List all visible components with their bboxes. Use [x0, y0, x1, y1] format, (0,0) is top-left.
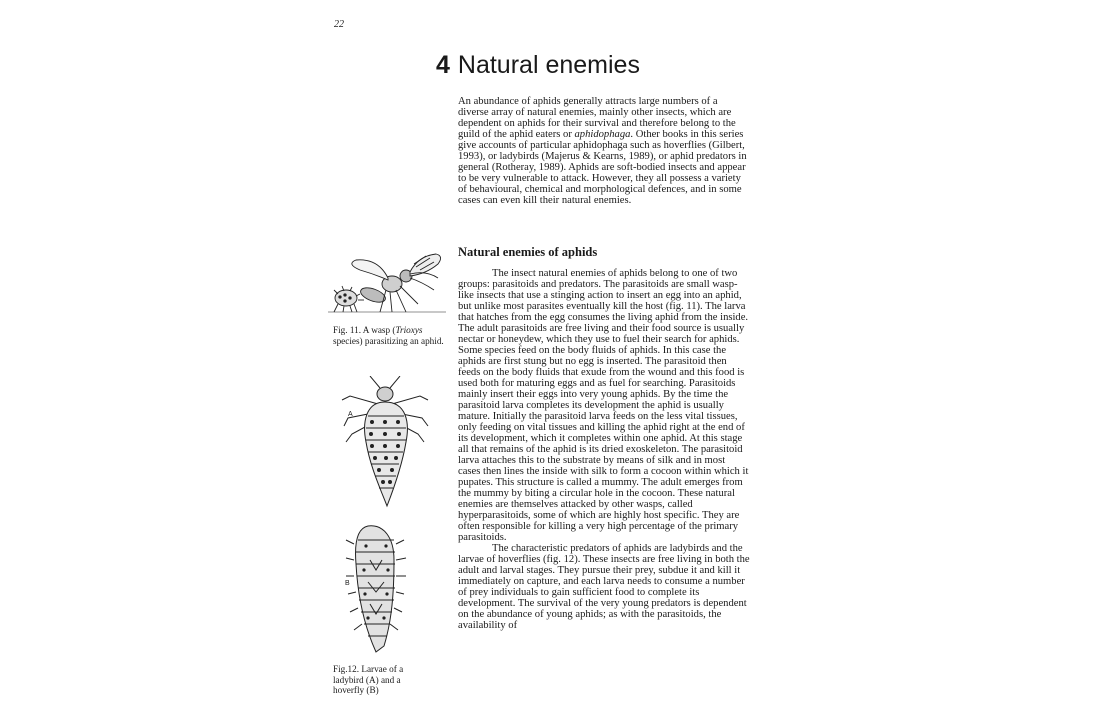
fig11-caption-start: Fig. 11. A wasp ( — [333, 325, 396, 335]
section-body — [458, 268, 750, 631]
fig11-caption-end: species) parasitizing an aphid. — [333, 335, 444, 346]
body-paragraph-1: The insect natural enemies of aphids belong to one of two groups: parasitoids and predators. The parasitoids are small wasp-like insects that use a stinging action to insert an egg into an aphid, but unlike most parasites eventually kill the host (fig. 11). The larva that hatches from the egg consumes the living aphid from the inside. The adult parasitoids are free living and their food source is usually nectar or honeydew, which they use to fuel their search for aphids. Some species feed on the body fluids of aphids. In this case the aphids are first stung but no egg is inserted. The parasitoid then feeds on the body fluids that exude from the wound and this food is used both for maturing eggs and as fuel for searching. Parasitoids mainly insert their eggs into very young aphids. By the time the parasitoid larva completes its development the aphid is usually mature. Initially the parasitoid larva feeds on the less vital tissues, only feeding on vital tissues and killing the aphid right at the end of its development, which it completes within one aphid. At this stage all that remains of the aphid is its dried exoskeleton. The parasitoid larva attaches this to the substrate by means of silk and in most cases then lines the inside with silk to form a cocoon within which it pupates. This structure is called a mummy. The adult emerges from the mummy by biting a circular hole in the cocoon. These natural enemies are themselves attacked by other wasps, called hyperparasitoids, some of which are highly host specific. They are often responsible for killing a very high percentage of the primary parasitoids. — [458, 268, 749, 543]
figure-12-caption: Fig.12. Larvae of a ladybird (A) and a hoverfly (B) — [333, 664, 404, 695]
page-number: 22 — [334, 19, 344, 30]
section-heading: Natural enemies of aphids — [458, 245, 598, 259]
intro-italic-term: aphidophaga — [574, 129, 631, 140]
figure-label-b: B — [345, 580, 350, 587]
chapter-title: Natural enemies — [457, 51, 640, 79]
hoverfly-larva-illustration — [340, 520, 412, 656]
intro-text-end: . Other books in this series give accounts of particular aphidophaga such as hoverflies (Gilbert, 1993), or ladybirds (Majerus & Kearns, 1989), or aphid predators in general (Rotheray, 1989). Aphids are soft-bodied insects and appear to be very vulnerable to attack. However, they all possess a variety of behavioural, chemical and morphological defences, and in some cases can even kill their natural enemies. — [458, 129, 747, 206]
chapter-heading — [436, 50, 640, 80]
chapter-number: 4 — [436, 51, 450, 79]
body-paragraph-2: The characteristic predators of aphids are ladybirds and the larvae of hoverflies (fig. 12). These insects are free living in both the adult and larval stages. They pursue their prey, subdue it and kill it immediately on capture, and each larva needs to consume a number of prey individuals to gain sufficient food to complete its development. The survival of the very young predators is dependent on the abundance of young aphids; as with the parasitoids, the availability of — [458, 543, 750, 631]
intro-text-start: An abundance of aphids generally attracts large numbers of a diverse array of natural enemies, mainly other insects, which are dependent on aphids for their survival and therefore belong to the guild of the aphid eaters or — [458, 96, 736, 140]
figure-11-caption — [333, 325, 451, 346]
wasp-aphid-illustration — [326, 250, 448, 320]
figure-label-a: A — [348, 411, 353, 418]
intro-paragraph — [458, 96, 750, 206]
ladybird-larva-illustration — [340, 376, 436, 516]
fig11-caption-genus: Trioxys — [395, 325, 423, 335]
